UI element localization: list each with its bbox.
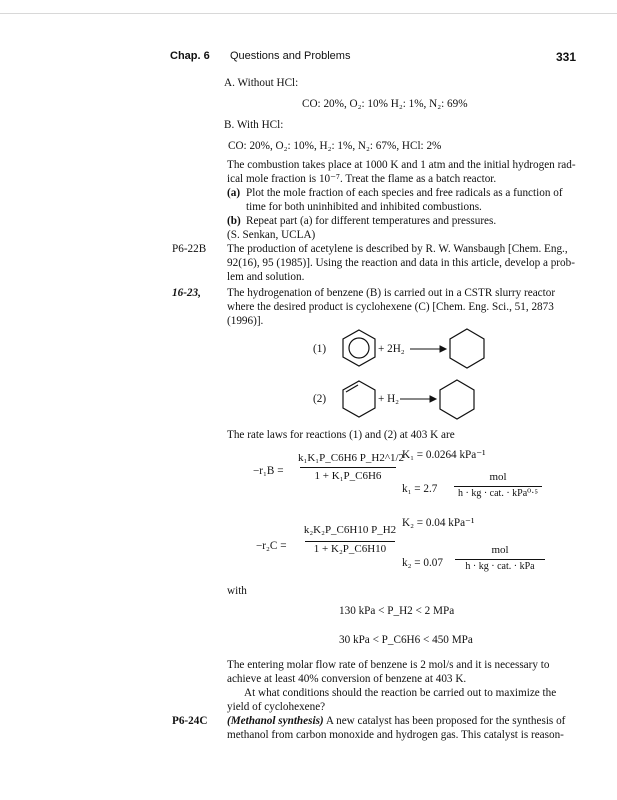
reaction-1-number: (1) [313,343,327,355]
cyclohexene-structure [343,381,375,417]
rate-law-2-k-prefix: k₂ = 0.07 [402,557,443,569]
part-b-title: B. With HCl: [224,119,284,131]
closing-line-2: achieve at least 40% conversion of benzene at 403 K. [227,673,467,685]
rate-law-2-lhs: −r₂C = [256,540,287,552]
rate-law-1-k-prefix: k₁ = 2.7 [402,483,438,495]
closing-line-3: At what conditions should the reaction be carried out to maximize the [244,687,557,699]
problem-23-line-3: (1996)]. [227,315,264,327]
constraint-benzene-pressure: 30 kPa < P_C6H6 < 450 MPa [339,634,473,646]
combustion-line-2: ical mole fraction is 10⁻⁷. Treat the flame as a batch reactor. [227,173,497,185]
reaction-1-arrow [410,346,446,352]
rate-law-1-numerator: k₁K₁P_C6H6 P_H2^1/2 [298,452,405,464]
problem-23-line-1: The hydrogenation of benzene (B) is carried out in a CSTR slurry reactor [227,287,556,299]
task-a-marker: (a) [227,187,241,199]
cyclohexane-product-structure [440,380,474,419]
page-number: 331 [555,50,576,64]
problem-24-title: (Methanol synthesis) [227,715,324,727]
cyclohexane-structure [450,329,484,368]
closing-line-1: The entering molar flow rate of benzene is 2 mol/s and it is necessary to [227,659,550,671]
rate-law-2-k-unit-den: h · kg · cat. · kPa [465,561,535,572]
combustion-line-1: The combustion takes place at 1000 K and 1 atm and the initial hydrogen rad- [227,159,576,171]
problem-23-label: 16-23, [172,287,201,299]
part-a-composition: CO: 20%, O₂: 10% H₂: 1%, N₂: 69% [302,98,468,110]
problem-22-line-3: lem and solution. [227,271,305,283]
task-a-line-1: Plot the mole fraction of each species and free radicals as a function of [246,187,563,199]
problem-24-label: P6-24C [172,715,208,727]
problem-23-line-2: where the desired product is cyclohexene (C) [Chem. Eng. Sci., 51, 2873 [227,301,554,313]
rate-law-1-k-unit-num: mol [489,471,507,483]
running-header [170,50,576,64]
credit-line: (S. Senkan, UCLA) [227,229,316,241]
problem-24-text-1: A new catalyst has been proposed for the synthesis of [325,715,566,727]
problem-22-label: P6-22B [172,243,207,255]
rate-law-1-denominator: 1 + K₁P_C6H6 [314,470,382,482]
rate-law-1-K: K₁ = 0.0264 kPa⁻¹ [402,449,486,461]
part-a-title: A. Without HCl: [224,77,299,89]
reaction-2-number: (2) [313,393,327,405]
reaction-1-hydrogen: + 2H₂ [378,343,405,355]
closing-line-4: yield of cyclohexene? [227,701,326,713]
problem-24-line-2: methanol from carbon monoxide and hydrogen gas. This catalyst is reason- [227,729,564,741]
rate-law-2-k-unit-num: mol [491,544,509,556]
rate-law-1-fraction-bar [300,467,396,468]
task-a-line-2: time for both uninhibited and inhibited combustions. [246,201,482,213]
rate-laws-intro: The rate laws for reactions (1) and (2) at 403 K are [227,429,455,441]
rate-law-2-fraction-bar [305,541,395,542]
reaction-2-hydrogen: + H₂ [378,393,400,405]
rate-law-2-K: K₂ = 0.04 kPa⁻¹ [402,517,475,529]
reaction-2-arrow [400,396,436,402]
task-b-marker: (b) [227,215,241,227]
rate-law-2-k-unit-bar [455,559,545,560]
problem-22-line-2: 92(16), 95 (1985)]. Using the reaction and data in this article, develop a prob- [227,257,575,269]
task-b-line: Repeat part (a) for different temperatures and pressures. [246,215,497,227]
rate-law-1-k-unit-bar [454,486,542,487]
top-rule [0,13,617,14]
rate-law-2-numerator: k₂K₂P_C6H10 P_H2 [303,524,397,536]
rate-law-1-lhs: −r₁B = [253,465,284,477]
rate-law-2-denominator: 1 + K₂P_C6H10 [313,543,387,555]
section-title: Questions and Problems [230,50,351,62]
constraint-hydrogen-pressure: 130 kPa < P_H2 < 2 MPa [339,605,455,617]
with-label: with [227,585,247,597]
benzene-structure [343,330,375,366]
rate-law-1-k-unit-den: h · kg · cat. · kPa⁰·⁵ [458,488,538,499]
problem-22-line-1: The production of acetylene is described by R. W. Wansbaugh [Chem. Eng., [227,243,568,255]
part-b-composition: CO: 20%, O₂: 10%, H₂: 1%, N₂: 67%, HCl: 2% [228,140,442,152]
chapter-label: Chap. 6 [170,50,210,62]
problem-24-line-1 [227,714,565,728]
